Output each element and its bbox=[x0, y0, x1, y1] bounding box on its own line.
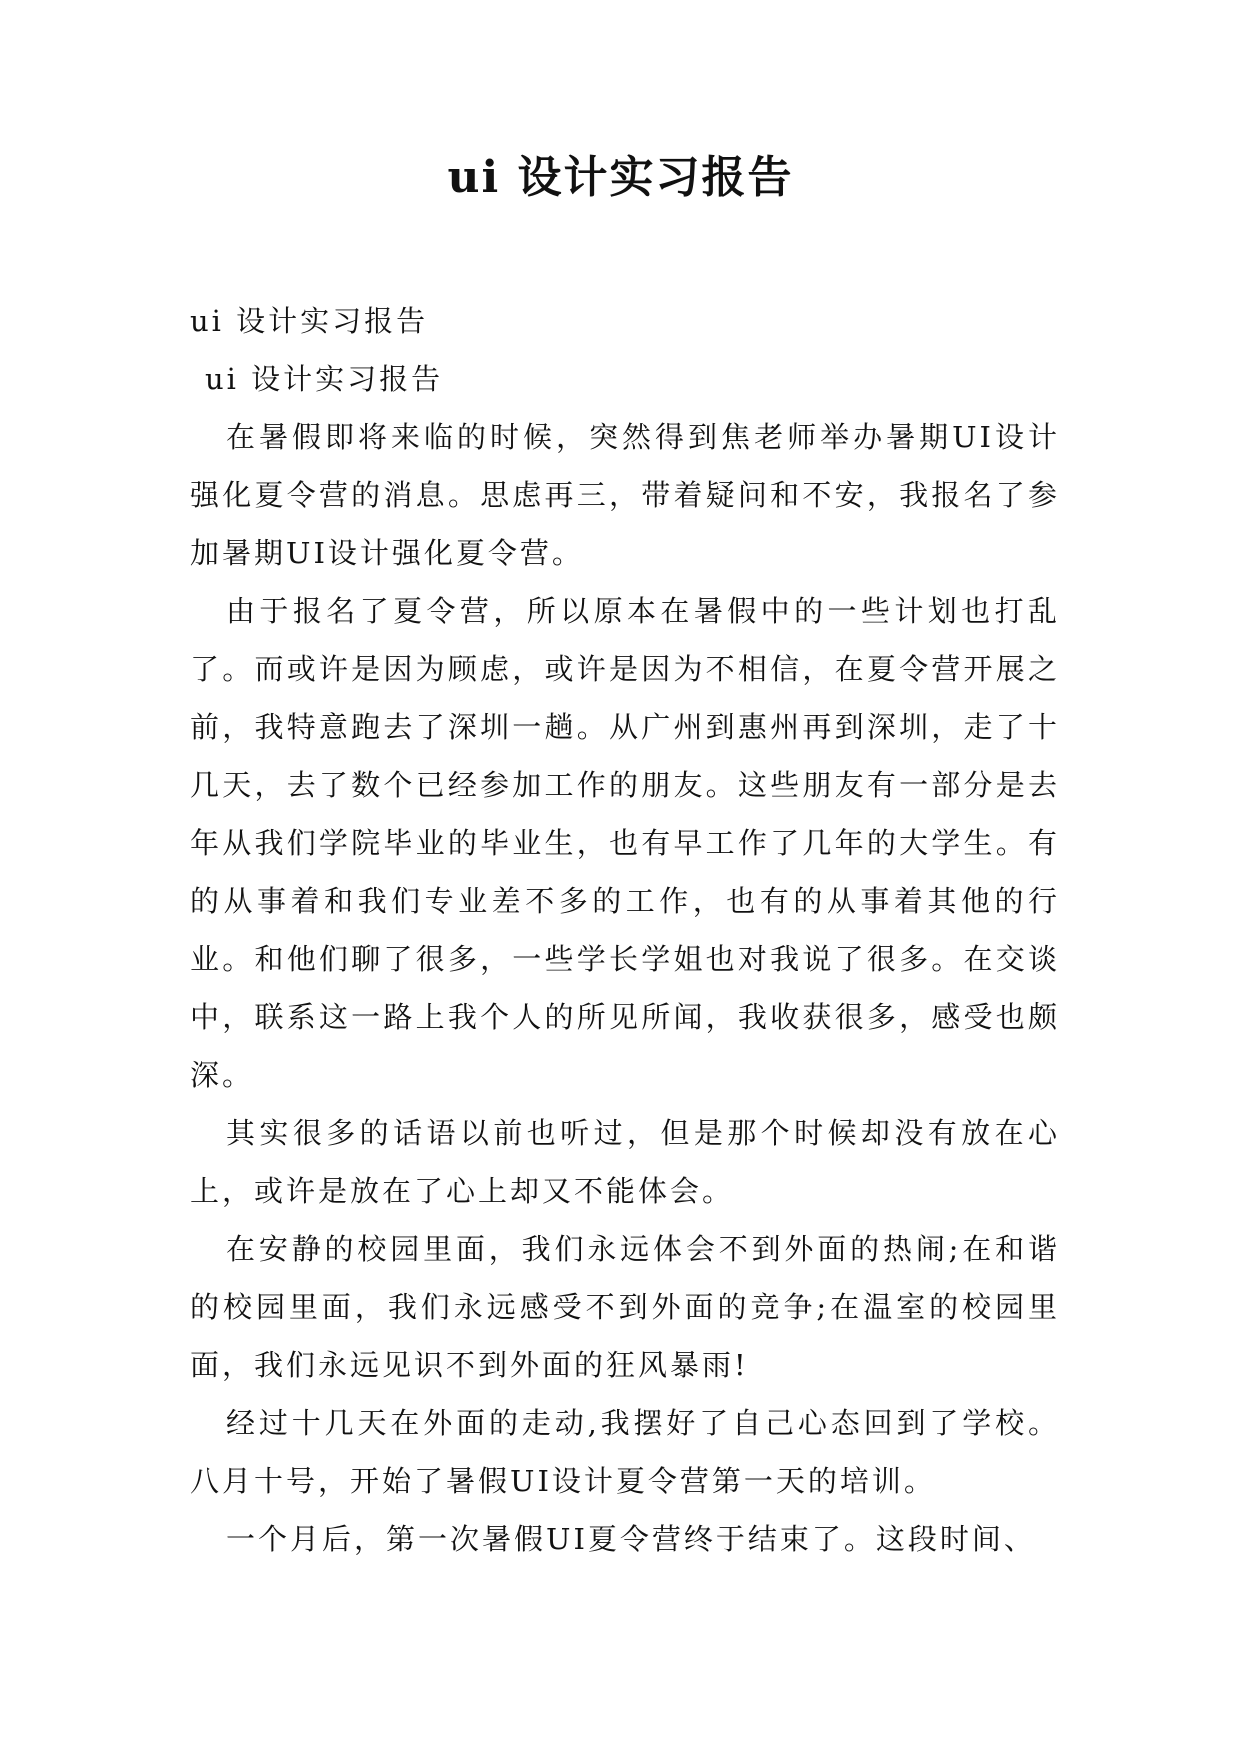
paragraph: 其实很多的话语以前也听过，但是那个时候却没有放在心上，或许是放在了心上却又不能体会。 bbox=[190, 1116, 1060, 1208]
paragraph: 经过十几天在外面的走动,我摆好了自己心态回到了学校。八月十号，开始了暑假UI设计夏令营第一天的培训。 bbox=[190, 1406, 1060, 1498]
paragraph: 在暑假即将来临的时候，突然得到焦老师举办暑期UI设计强化夏令营的消息。思虑再三，带着疑问和不安，我报名了参加暑期UI设计强化夏令营。 bbox=[190, 420, 1060, 570]
document-subtitle-repeat: ui 设计实习报告 bbox=[205, 362, 444, 396]
paragraph: 由于报名了夏令营，所以原本在暑假中的一些计划也打乱了。而或许是因为顾虑，或许是因为不相信，在夏令营开展之前，我特意跑去了深圳一趟。从广州到惠州再到深圳，走了十几天，去了数个已经参加工作的朋友。这些朋友有一部分是去年从我们学院毕业的毕业生，也有早工作了几年的大学生。有的从事着和我们专业差不多的工作，也有的从事着其他的行业。和他们聊了很多，一些学长学姐也对我说了很多。在交谈中，联系这一路上我个人的所见所闻，我收获很多，感受也颇深。 bbox=[190, 594, 1060, 1092]
document-subtitle: ui 设计实习报告 bbox=[190, 304, 429, 338]
document-body bbox=[190, 292, 1060, 1568]
paragraph: 一个月后，第一次暑假UI夏令营终于结束了。这段时间、 bbox=[226, 1522, 1036, 1556]
paragraph: 在安静的校园里面，我们永远体会不到外面的热闹;在和谐的校园里面，我们永远感受不到外面的竞争;在温室的校园里面，我们永远见识不到外面的狂风暴雨! bbox=[190, 1232, 1060, 1382]
document-title: ui 设计实习报告 bbox=[447, 152, 794, 203]
